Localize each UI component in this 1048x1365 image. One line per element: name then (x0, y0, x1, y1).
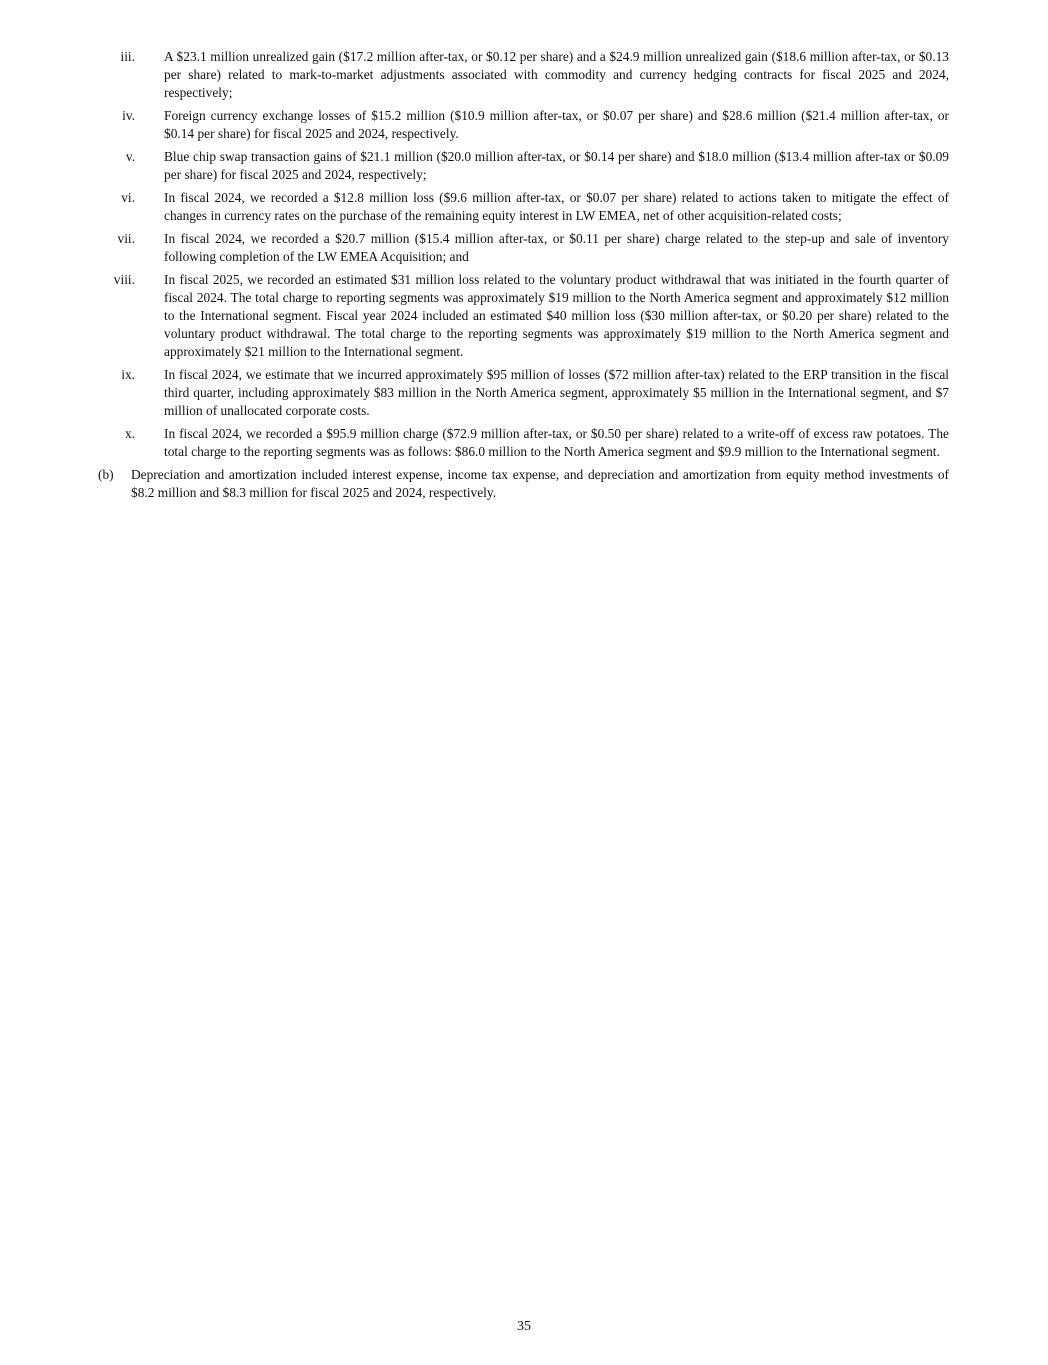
note-item (98, 48, 949, 102)
note-text: In fiscal 2024, we recorded a $95.9 million charge ($72.9 million after-tax, or $0.50 per share) related to a write-off of excess raw potatoes. The total charge to the reporting segments was as follows: $86.0 million to the North America segment and $9.9 million to the International segment. (164, 426, 949, 459)
note-item (98, 230, 949, 266)
footnote-text: Depreciation and amortization included interest expense, income tax expense, and depreciation and amortization from equity method investments of $8.2 million and $8.3 million for fiscal 2025 and 2024, respectively. (131, 467, 949, 500)
note-text: A $23.1 million unrealized gain ($17.2 million after-tax, or $0.12 per share) and a $24.9 million unrealized gain ($18.6 million after-tax, or $0.13 per share) related to mark-to-market adjustments associated with commodity and currency hedging contracts for fiscal 2025 and 2024, respectively; (164, 49, 949, 100)
note-text: In fiscal 2024, we recorded a $20.7 million ($15.4 million after-tax, or $0.11 per share) charge related to the step-up and sale of inventory following completion of the LW EMEA Acquisition; and (164, 231, 949, 264)
note-item (98, 271, 949, 361)
note-number: iii. (120, 49, 135, 64)
note-number: vi. (121, 190, 135, 205)
note-number: x. (124, 426, 135, 441)
note-number: ix. (121, 367, 135, 382)
footnote-b (98, 466, 949, 502)
note-item (98, 366, 949, 420)
note-text: In fiscal 2025, we recorded an estimated $31 million loss related to the voluntary product withdrawal that was initiated in the fourth quarter of fiscal 2024. The total charge to reporting segments was approximately $19 million to the North America segment and approximately $12 million to the International segment. Fiscal year 2024 included an estimated $40 million loss ($30 million after-tax, or $0.20 per share) related to the voluntary product withdrawal. The total charge to the reporting segments was approximately $19 million to the North America segment and approximately $21 million to the International segment. (164, 272, 949, 359)
note-item (98, 148, 949, 184)
note-text: Foreign currency exchange losses of $15.2 million ($10.9 million after-tax, or $0.07 per share) and $28.6 million ($21.4 million after-tax, or $0.14 per share) for fiscal 2025 and 2024, respectively. (164, 108, 949, 141)
note-number: viii. (113, 272, 135, 287)
note-number: v. (125, 149, 135, 164)
note-item (98, 425, 949, 461)
note-item (98, 107, 949, 143)
note-text: In fiscal 2024, we recorded a $12.8 million loss ($9.6 million after-tax, or $0.07 per share) related to actions taken to mitigate the effect of changes in currency rates on the purchase of the remaining equity interest in LW EMEA, net of other acquisition-related costs; (164, 190, 949, 223)
page-number: 35 (517, 1319, 531, 1334)
note-number: vii. (117, 231, 135, 246)
note-text: Blue chip swap transaction gains of $21.1 million ($20.0 million after-tax, or $0.14 per share) and $18.0 million ($13.4 million after-tax or $0.09 per share) for fiscal 2025 and 2024, respectively; (164, 149, 949, 182)
note-text: In fiscal 2024, we estimate that we incurred approximately $95 million of losses ($72 million after-tax) related to the ERP transition in the fiscal third quarter, including approximately $83 million in the North America segment, approximately $5 million in the International segment, and $7 million of unallocated corporate costs. (164, 367, 949, 418)
note-number: iv. (122, 108, 135, 123)
document-body (98, 48, 949, 502)
footnote-label: (b) (98, 467, 114, 482)
note-item (98, 189, 949, 225)
notes-list (98, 48, 949, 461)
